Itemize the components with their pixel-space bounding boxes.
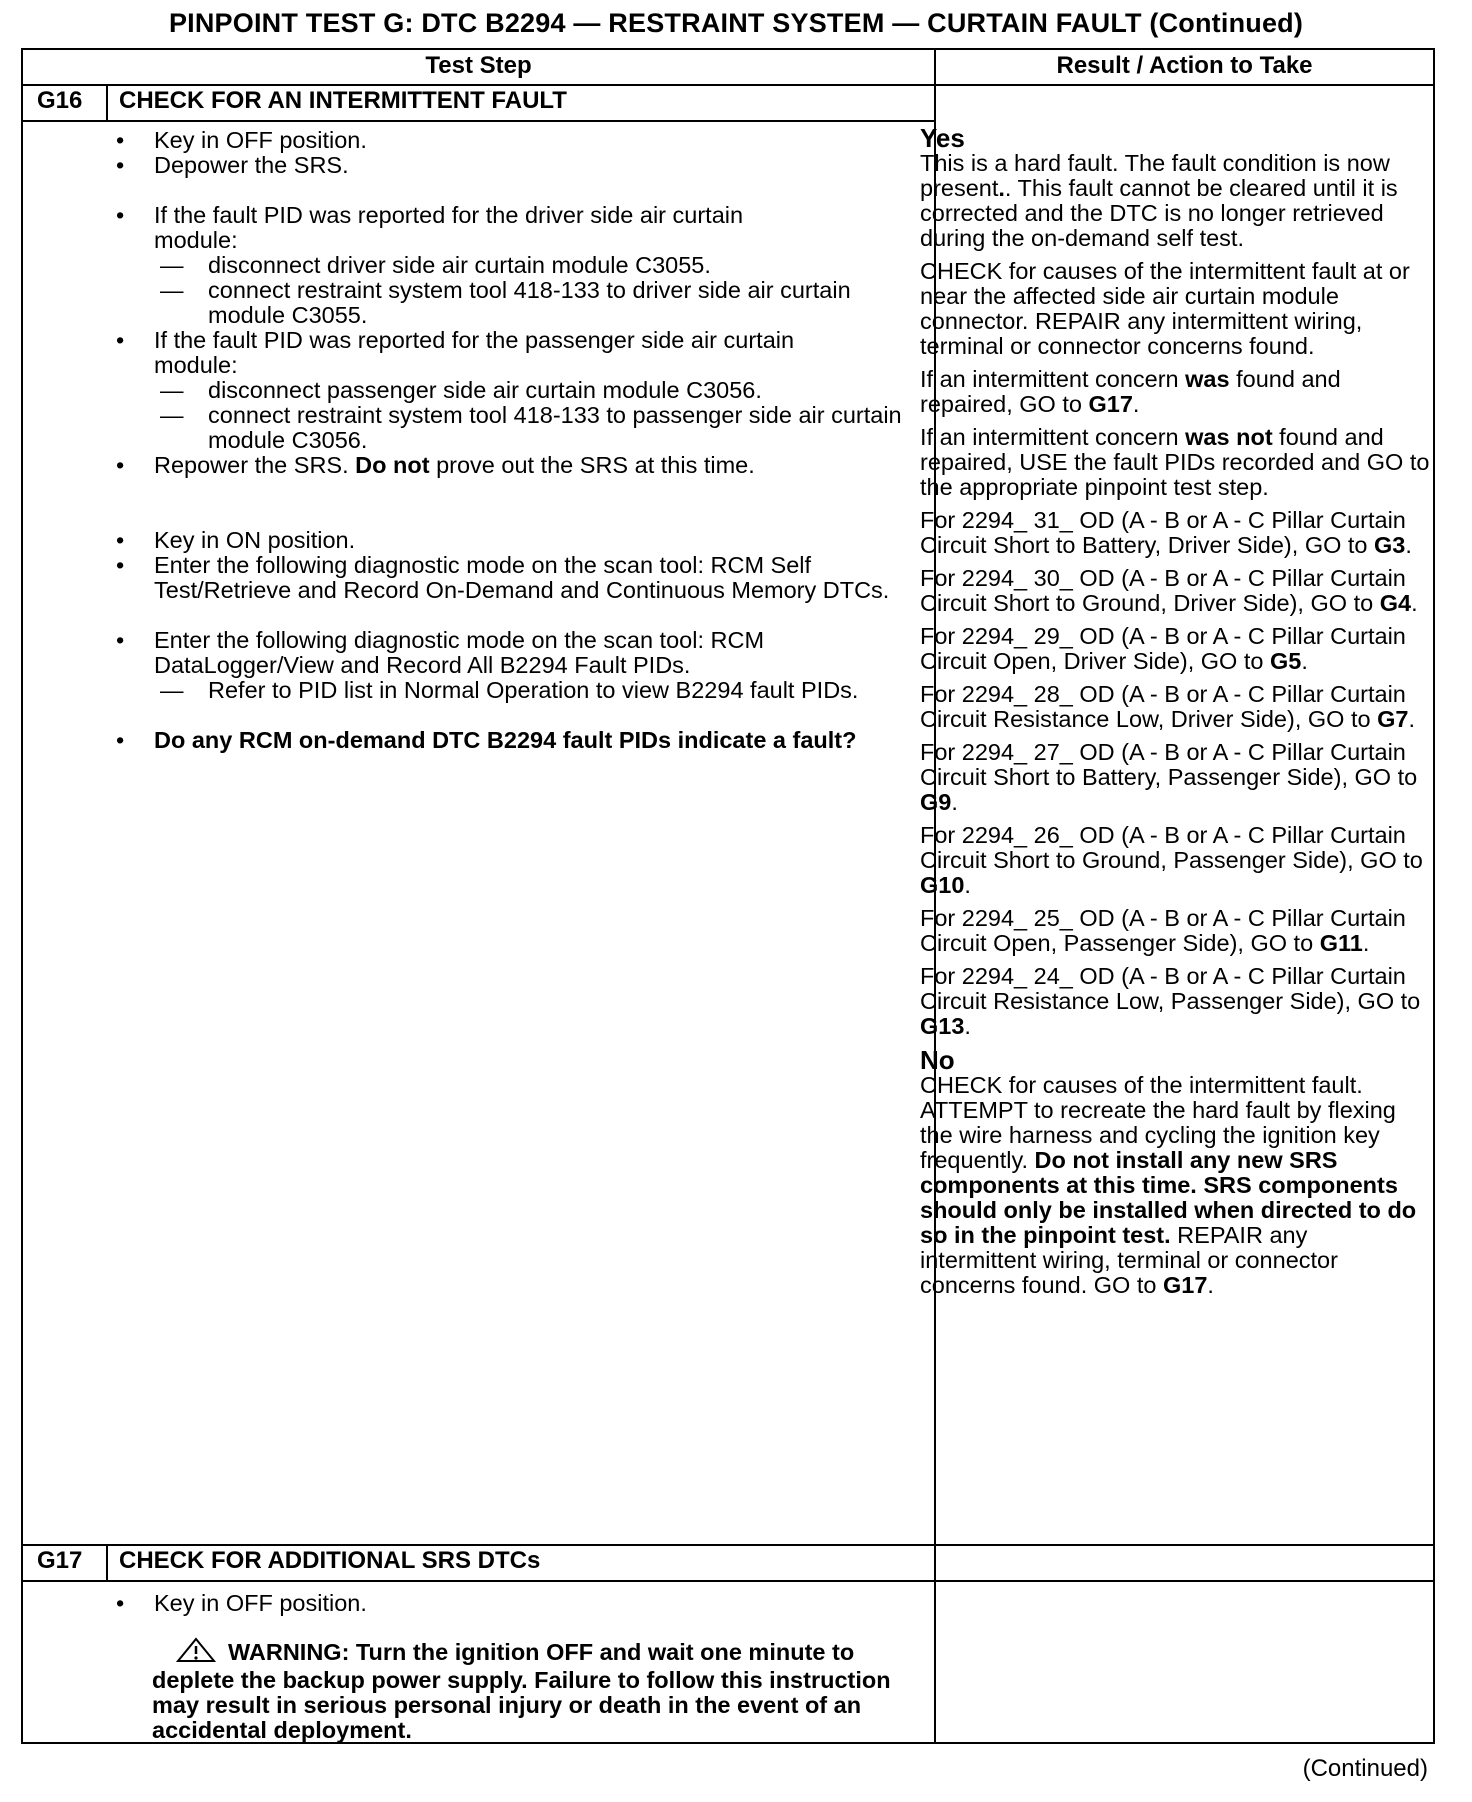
code-item: For 2294_ 31_ OD (A - B or A - C Pillar Curtain Circuit Short to Battery, Driver Side), GO to G3. (920, 507, 1412, 558)
no-label: No (920, 1045, 955, 1075)
g16-heading-rule (23, 120, 934, 122)
step-id-g17: G17 (37, 1547, 83, 1574)
g16-id-divider (106, 84, 108, 122)
code-item: For 2294_ 28_ OD (A - B or A - C Pillar Curtain Circuit Resistance Low, Driver Side), GO to G7. (920, 681, 1415, 732)
page-title: PINPOINT TEST G: DTC B2294 — RESTRAINT SYSTEM — CURTAIN FAULT (Continued) (168, 8, 1304, 38)
g17-heading-rule (23, 1580, 1433, 1582)
continued-label: (Continued) (1302, 1755, 1428, 1782)
yes-paragraph: If an intermittent concern was not found and repaired, USE the fault PIDs recorded and GO to the appropriate pinpoint test step. (920, 424, 1430, 500)
warning-text: WARNING: Turn the ignition OFF and wait one minute to deplete the backup power supply. Failure to follow this instruction may result in serious personal injury or death in the event of an accidental deployment. (152, 1639, 891, 1743)
code-item: For 2294_ 24_ OD (A - B or A - C Pillar Curtain Circuit Resistance Low, Passenger Side), GO to G13. (920, 963, 1421, 1039)
yes-paragraph: If an intermittent concern was found and repaired, GO to G17. (920, 366, 1341, 417)
code-item: For 2294_ 30_ OD (A - B or A - C Pillar Curtain Circuit Short to Ground, Driver Side), GO to G4. (920, 565, 1418, 616)
header-test-step: Test Step (425, 52, 532, 79)
code-item: For 2294_ 29_ OD (A - B or A - C Pillar Curtain Circuit Open, Driver Side), GO to G5. (920, 623, 1406, 674)
header-rule (23, 84, 1433, 86)
g17-id-divider (106, 1544, 108, 1582)
warning-icon (176, 1637, 216, 1668)
yes-paragraph: This is a hard fault. The fault condition is now present.. This fault cannot be cleared until it is corrected and the DTC is no longer retrieved during the on-demand self test. (920, 150, 1398, 251)
no-paragraph: CHECK for causes of the intermittent fault. ATTEMPT to recreate the hard fault by flexing the wire harness and cycling the ignition key frequently. Do not install any new SRS components at this time. SRS components should only be installed when directed to do so in the pinpoint test. REPAIR any intermittent wiring, terminal or connector concerns found. GO to G17. (920, 1072, 1417, 1298)
g16-result (920, 125, 1430, 1298)
step-heading-g16: CHECK FOR AN INTERMITTENT FAULT (119, 87, 567, 114)
step-heading-g17: CHECK FOR ADDITIONAL SRS DTCs (119, 1547, 541, 1574)
yes-paragraph: CHECK for causes of the intermittent fault at or near the affected side air curtain module connector. REPAIR any intermittent wiring, terminal or connector concerns found. (920, 258, 1410, 359)
code-item: For 2294_ 27_ OD (A - B or A - C Pillar Curtain Circuit Short to Battery, Passenger Side), GO to G9. (920, 739, 1418, 815)
warning-block (152, 1637, 912, 1743)
header-result: Result / Action to Take (1056, 52, 1313, 79)
code-list (920, 508, 1430, 1039)
step-id-g16: G16 (37, 87, 83, 114)
g16-end-rule (23, 1544, 1433, 1546)
yes-label: Yes (920, 123, 965, 153)
code-item: For 2294_ 26_ OD (A - B or A - C Pillar Curtain Circuit Short to Ground, Passenger Side), GO to G10. (920, 822, 1423, 898)
code-item: For 2294_ 25_ OD (A - B or A - C Pillar Curtain Circuit Open, Passenger Side), GO to G11. (920, 905, 1406, 956)
